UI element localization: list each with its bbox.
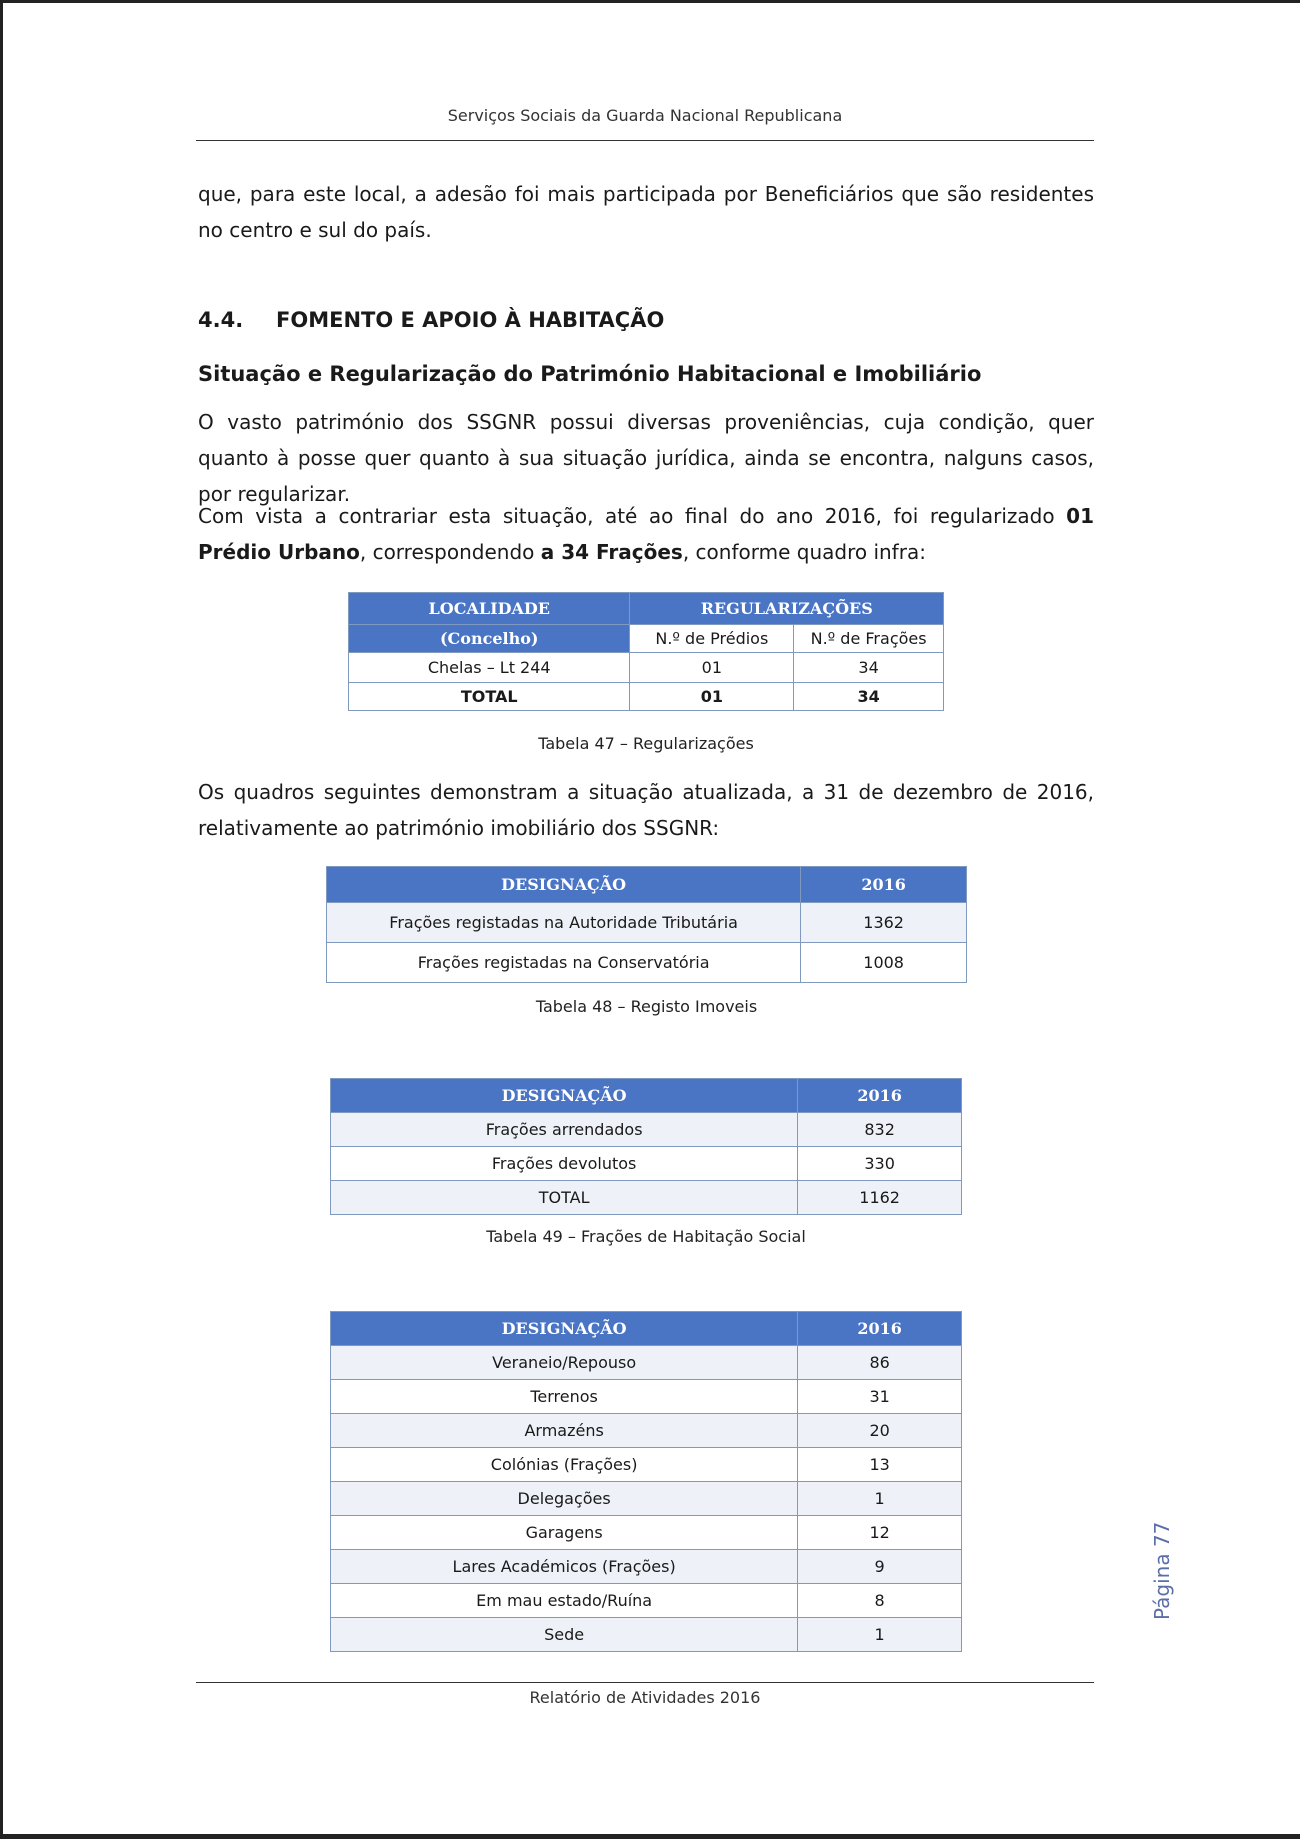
cell-total-fracoes: 34 <box>794 683 944 711</box>
table-row <box>327 943 967 983</box>
header-year: 2016 <box>798 1312 962 1346</box>
table-row <box>331 1113 962 1147</box>
col-header-predios: N.º de Prédios <box>630 625 794 653</box>
page-header: Serviços Sociais da Guarda Nacional Republicana <box>447 106 843 125</box>
cell-value: 1362 <box>801 903 967 943</box>
header-designacao: DESIGNAÇÃO <box>331 1312 798 1346</box>
table-total-row <box>331 1181 962 1215</box>
table-50 <box>330 1311 962 1652</box>
section-number: 4.4. <box>198 308 244 332</box>
section-title: FOMENTO E APOIO À HABITAÇÃO <box>276 308 665 332</box>
table-row <box>349 653 944 683</box>
paragraph-3: Os quadros seguintes demonstram a situação atualizada, a 31 de dezembro de 2016, relativamente ao património imobiliário dos SSGNR: <box>198 780 1094 840</box>
table-49-caption: Tabela 49 – Frações de Habitação Social <box>486 1227 806 1246</box>
table-48 <box>326 866 967 983</box>
table-49 <box>330 1078 962 1215</box>
header-regularizacoes: REGULARIZAÇÕES <box>630 593 944 625</box>
cell-value: 8 <box>798 1584 962 1618</box>
table-47-caption: Tabela 47 – Regularizações <box>538 734 754 753</box>
cell-value: 1008 <box>801 943 967 983</box>
cell-value: 1 <box>798 1482 962 1516</box>
header-concelho: (Concelho) <box>349 625 630 653</box>
cell-localidade: Chelas – Lt 244 <box>349 653 630 683</box>
cell-value: 12 <box>798 1516 962 1550</box>
cell-designacao: Frações devolutos <box>331 1147 798 1181</box>
cell-designacao: Garagens <box>331 1516 798 1550</box>
cell-designacao: Armazéns <box>331 1414 798 1448</box>
page-number-label: Página 77 <box>1150 1521 1174 1620</box>
table-row <box>327 903 967 943</box>
col-header-fracoes: N.º de Frações <box>794 625 944 653</box>
paragraph-2 <box>198 498 1094 570</box>
cell-total-label: TOTAL <box>349 683 630 711</box>
cell-value: 86 <box>798 1346 962 1380</box>
paragraph-2-text-2: , correspondendo <box>359 540 541 564</box>
paragraph-2-text-3: , conforme quadro infra: <box>682 540 926 564</box>
paragraph-2-bold-1: 01 Prédio Urbano <box>198 504 1094 564</box>
header-designacao: DESIGNAÇÃO <box>327 867 801 903</box>
cell-designacao: Frações arrendados <box>331 1113 798 1147</box>
table-row <box>331 1550 962 1584</box>
scan-border-top <box>0 0 1300 3</box>
paragraph-2-text-1: Com vista a contrariar esta situação, até ao final do ano 2016, foi regularizado <box>198 504 1067 528</box>
section-heading <box>198 308 664 332</box>
header-year: 2016 <box>798 1079 962 1113</box>
header-year: 2016 <box>801 867 967 903</box>
table-row <box>331 1516 962 1550</box>
cell-value: 330 <box>798 1147 962 1181</box>
scan-border-left <box>0 0 3 1839</box>
table-47 <box>348 592 944 711</box>
cell-designacao: Veraneio/Repouso <box>331 1346 798 1380</box>
cell-designacao: Colónias (Frações) <box>331 1448 798 1482</box>
header-localidade: LOCALIDADE <box>349 593 630 625</box>
cell-fracoes: 34 <box>794 653 944 683</box>
cell-value: 31 <box>798 1380 962 1414</box>
cell-designacao: Sede <box>331 1618 798 1652</box>
cell-designacao: Delegações <box>331 1482 798 1516</box>
cell-value: 1162 <box>798 1181 962 1215</box>
scan-border-bottom <box>0 1834 1300 1839</box>
table-total-row <box>349 683 944 711</box>
table-row <box>331 1482 962 1516</box>
paragraph-2-bold-2: a 34 Frações <box>540 540 683 564</box>
table-row <box>331 1414 962 1448</box>
header-designacao: DESIGNAÇÃO <box>331 1079 798 1113</box>
cell-value: 20 <box>798 1414 962 1448</box>
cell-designacao: Frações registadas na Autoridade Tributária <box>327 903 801 943</box>
table-row <box>331 1584 962 1618</box>
footer-rule <box>196 1682 1094 1683</box>
table-row <box>331 1380 962 1414</box>
header-rule <box>196 140 1094 141</box>
table-row <box>331 1346 962 1380</box>
subsection-title: Situação e Regularização do Património Habitacional e Imobiliário <box>198 362 982 386</box>
cell-designacao: TOTAL <box>331 1181 798 1215</box>
cell-predios: 01 <box>630 653 794 683</box>
paragraph-1: O vasto património dos SSGNR possui diversas proveniências, cuja condição, quer quanto à posse quer quanto à sua situação jurídica, ainda se encontra, nalguns casos, por regularizar. <box>198 410 1094 506</box>
table-row <box>331 1448 962 1482</box>
cell-designacao: Lares Académicos (Frações) <box>331 1550 798 1584</box>
cell-value: 1 <box>798 1618 962 1652</box>
page-footer: Relatório de Atividades 2016 <box>529 1688 761 1707</box>
cell-value: 832 <box>798 1113 962 1147</box>
cell-value: 9 <box>798 1550 962 1584</box>
table-row <box>331 1618 962 1652</box>
intro-paragraph: que, para este local, a adesão foi mais participada por Beneficiários que são residentes no centro e sul do país. <box>198 182 1094 242</box>
cell-value: 13 <box>798 1448 962 1482</box>
cell-designacao: Terrenos <box>331 1380 798 1414</box>
table-48-caption: Tabela 48 – Registo Imoveis <box>535 997 758 1016</box>
cell-designacao: Em mau estado/Ruína <box>331 1584 798 1618</box>
table-row <box>331 1147 962 1181</box>
cell-designacao: Frações registadas na Conservatória <box>327 943 801 983</box>
cell-total-predios: 01 <box>630 683 794 711</box>
